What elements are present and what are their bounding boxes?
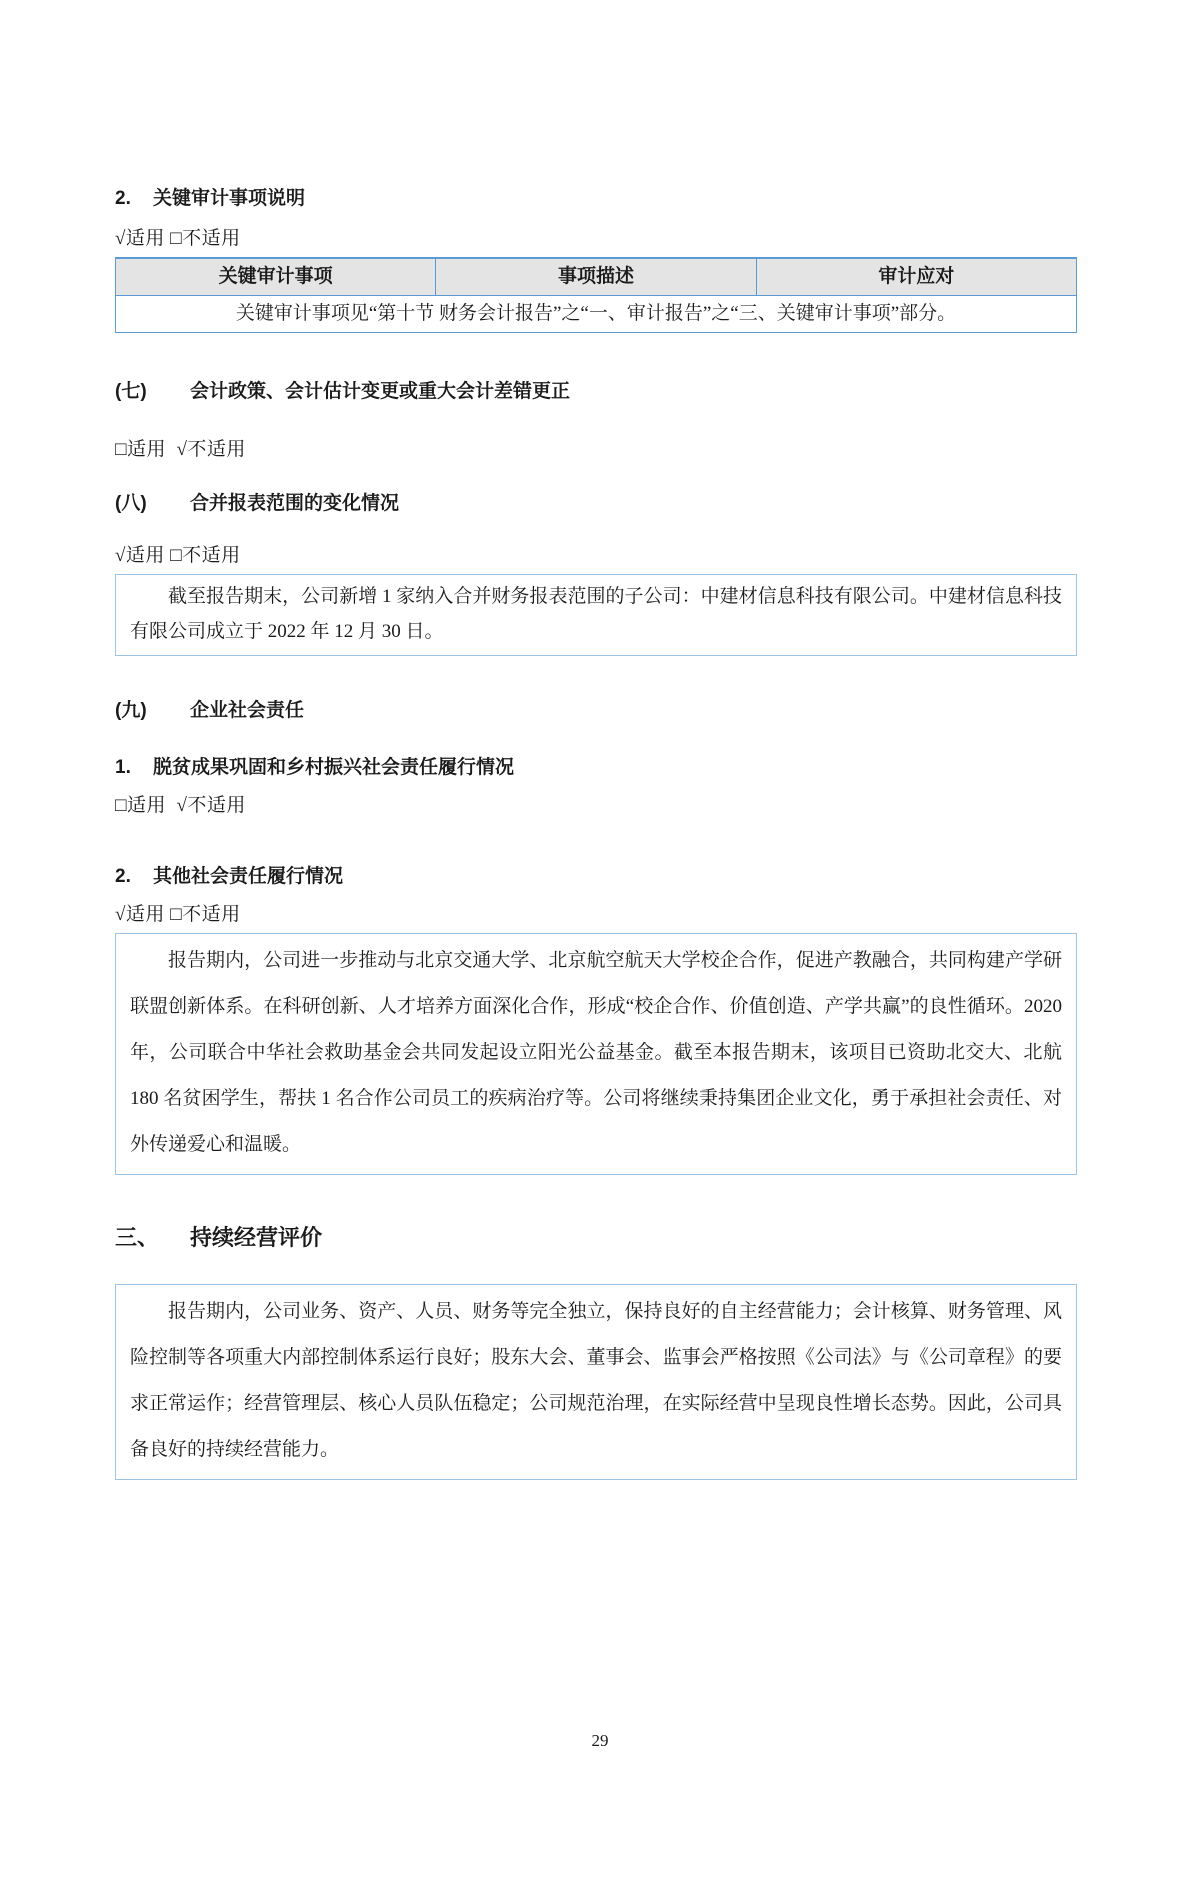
heading-title: 企业社会责任 xyxy=(190,700,305,722)
heading-number: 1. xyxy=(115,757,131,779)
heading-title: 会计政策、会计估计变更或重大会计差错更正 xyxy=(190,380,571,402)
table-row: 关键审计事项见“第十节 财务会计报告”之“一、审计报告”之“三、关键审计事项”部分。 xyxy=(235,303,957,325)
heading-title: 其他社会责任履行情况 xyxy=(153,865,344,887)
heading-other-social-responsibility xyxy=(115,864,1077,891)
heading-number: 2. xyxy=(115,865,131,887)
document-page xyxy=(0,186,1200,1881)
heading-number: 三、 xyxy=(115,1225,160,1250)
applicability-accounting-policy: □适用 √不适用 xyxy=(115,438,246,460)
heading-accounting-policy-changes xyxy=(115,379,1077,406)
column-header-audit-response: 审计应对 xyxy=(756,259,1076,296)
heading-title: 持续经营评价 xyxy=(190,1225,323,1250)
applicability-consolidation-scope: √适用 □不适用 xyxy=(115,545,241,567)
column-header-matter-description: 事项描述 xyxy=(435,259,755,296)
going-concern-note-box xyxy=(115,1284,1077,1480)
heading-consolidation-scope xyxy=(115,491,1077,518)
heading-social-responsibility xyxy=(115,698,1077,725)
key-audit-table-header-row xyxy=(116,259,1076,297)
heading-going-concern xyxy=(115,1223,1077,1254)
consolidation-scope-note-box xyxy=(115,574,1077,656)
heading-number: 2. xyxy=(115,188,131,209)
heading-title: 合并报表范围的变化情况 xyxy=(190,493,400,515)
column-header-key-audit-matter: 关键审计事项 xyxy=(218,265,333,287)
key-audit-table xyxy=(115,257,1077,333)
heading-title: 脱贫成果巩固和乡村振兴社会责任履行情况 xyxy=(153,757,515,779)
applicability-key-audit: √适用 □不适用 xyxy=(115,227,241,249)
page-number: 29 xyxy=(591,1731,609,1750)
applicability-poverty-alleviation: □适用 √不适用 xyxy=(115,795,246,817)
other-social-responsibility-note-box xyxy=(115,933,1077,1175)
heading-key-audit-matters xyxy=(115,186,1077,213)
heading-number: (九) xyxy=(115,700,147,722)
heading-poverty-alleviation xyxy=(115,755,1077,782)
going-concern-text: 报告期内，公司业务、资产、人员、财务等完全独立，保持良好的自主经营能力；会计核算、财务管理、风险控制等各项重大内部控制体系运行良好；股东大会、董事会、监事会严格按照《公司法》与《公司章程》的要求正常运作；经营管理层、核心人员队伍稳定；公司规范治理，在实际经营中呈现良性增长态势。因此，公司具备良好的持续经营能力。 xyxy=(130,1300,1062,1460)
heading-number: (七) xyxy=(115,380,147,402)
consolidation-scope-text: 截至报告期末，公司新增 1 家纳入合并财务报表范围的子公司：中建材信息科技有限公司。中建材信息科技有限公司成立于 2022 年 12 月 30 日。 xyxy=(130,585,1062,643)
heading-title: 关键审计事项说明 xyxy=(153,188,306,209)
other-social-responsibility-text: 报告期内，公司进一步推动与北京交通大学、北京航空航天大学校企合作，促进产教融合，共同构建产学研联盟创新体系。在科研创新、人才培养方面深化合作，形成“校企合作、价值创造、产学共赢”的良性循环。2020 年，公司联合中华社会救助基金会共同发起设立阳光公益基金。截至本报告期末，该项目已资助北交大、北航 180 名贫困学生，帮扶 1 名合作公司员工的疾病治疗等。公司将继续秉持集团企业文化，勇于承担社会责任、对外传递爱心和温暖。 xyxy=(130,950,1062,1156)
applicability-other-social-responsibility: √适用 □不适用 xyxy=(115,903,241,925)
heading-number: (八) xyxy=(115,493,147,515)
